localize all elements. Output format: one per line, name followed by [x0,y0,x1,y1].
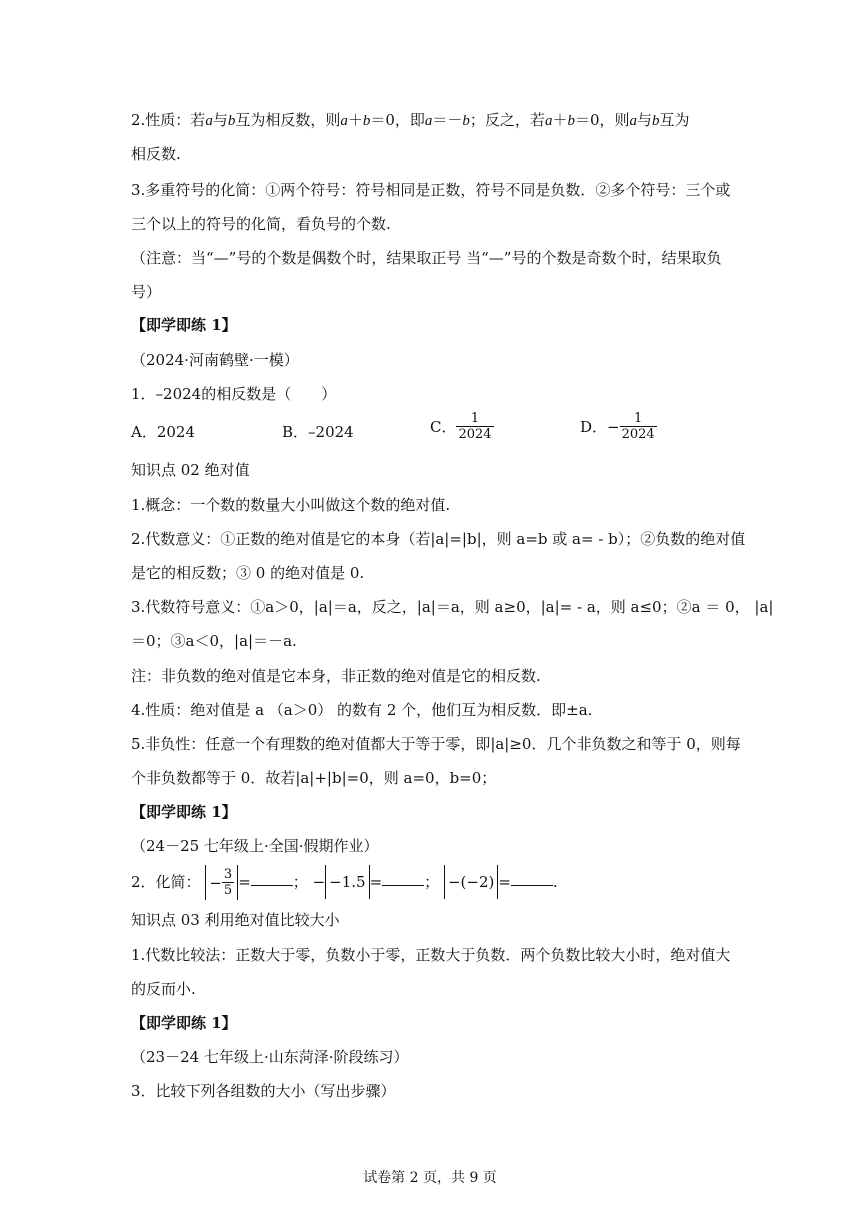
abs-expr-3: −(−2) [444,865,498,899]
nonneg-line-cont: 个非负数都等于 0．故若|a|+|b|=0，则 a=0，b=0； [131,769,497,787]
option-d: D．− $\frac{1}{2024}$ [580,411,655,442]
option-a: A．2024 [131,423,196,441]
knowledge-point-03: 知识点 03 利用绝对值比较大小 [131,911,340,929]
source-line-2: （24－25 七年级上·全国·假期作业） [131,837,379,855]
algebra-meaning-line-cont: 是它的相反数；③ 0 的绝对值是 0. [131,564,365,582]
question-2: 2．化简： − $\frac{3}{5}$ = ； − −1.5 = ； −(−2) = . [131,866,558,898]
multi-sign-line-cont: 三个以上的符号的化简，看负号的个数. [131,215,391,233]
abs-expr-1: − $\frac{3}{5}$ [205,865,238,900]
practice-heading-1: 【即学即练 1】 [131,316,237,334]
practice-heading-2: 【即学即练 1】 [131,803,237,821]
symbol-meaning-line: 3.代数符号意义：①a＞0，|a|＝a，反之，|a|＝a，则 a≥0，|a|= - a，则 a≤0；②a ＝ 0， |a| [131,598,774,616]
concept-line: 1.概念：一个数的数量大小叫做这个数的绝对值. [131,496,451,514]
note-line-cont: 号） [131,283,162,301]
property-line-cont: 相反数. [131,145,181,163]
comparison-line-cont: 的反而小. [131,980,196,998]
property-line: 2.性质：若a与b互为相反数，则a＋b＝0，即a＝－b；反之，若a＋b＝0，则a与b互为 [131,111,690,129]
property-abs-line: 4.性质：绝对值是 a （a＞0） 的数有 2 个，他们互为相反数．即±a. [131,701,593,719]
algebra-meaning-line: 2.代数意义：①正数的绝对值是它的本身（若|a|=|b|，则 a=b 或 a= - b）；②负数的绝对值 [131,530,746,548]
comparison-line: 1.代数比较法：正数大于零，负数小于零，正数大于负数．两个负数比较大小时，绝对值大 [131,946,731,964]
multi-sign-line: 3.多重符号的化简：①两个符号：符号相同是正数，符号不同是负数．②多个符号：三个或 [131,181,731,199]
answer-blank-2[interactable] [382,871,424,886]
option-b: B．–2024 [282,423,354,441]
practice-heading-3: 【即学即练 1】 [131,1014,237,1032]
note-line: （注意：当“—”号的个数是偶数个时，结果取正号 当“—”号的个数是奇数个时，结果取负 [131,249,722,267]
symbol-meaning-line-cont: ＝0；③a＜0，|a|＝－a. [131,632,297,650]
question-3: 3．比较下列各组数的大小（写出步骤） [131,1082,396,1100]
source-line-1: （2024·河南鹤壁·一模） [131,351,299,369]
source-line-3: （23－24 七年级上·山东菏泽·阶段练习） [131,1048,409,1066]
abs-expr-2: −1.5 [325,865,369,899]
answer-blank-3[interactable] [511,871,553,886]
option-c: C． $\frac{1}{2024}$ [430,411,492,442]
knowledge-point-02: 知识点 02 绝对值 [131,461,250,479]
answer-blank-1[interactable] [251,871,293,886]
nonneg-line: 5.非负性：任意一个有理数的绝对值都大于等于零，即|a|≥0．几个非负数之和等于 0，则每 [131,735,741,753]
page-footer: 试卷第 2 页，共 9 页 [363,1170,497,1186]
question-1: 1．–2024的相反数是（ ） [131,385,337,403]
remark-line: 注：非负数的绝对值是它本身，非正数的绝对值是它的相反数. [131,667,541,685]
